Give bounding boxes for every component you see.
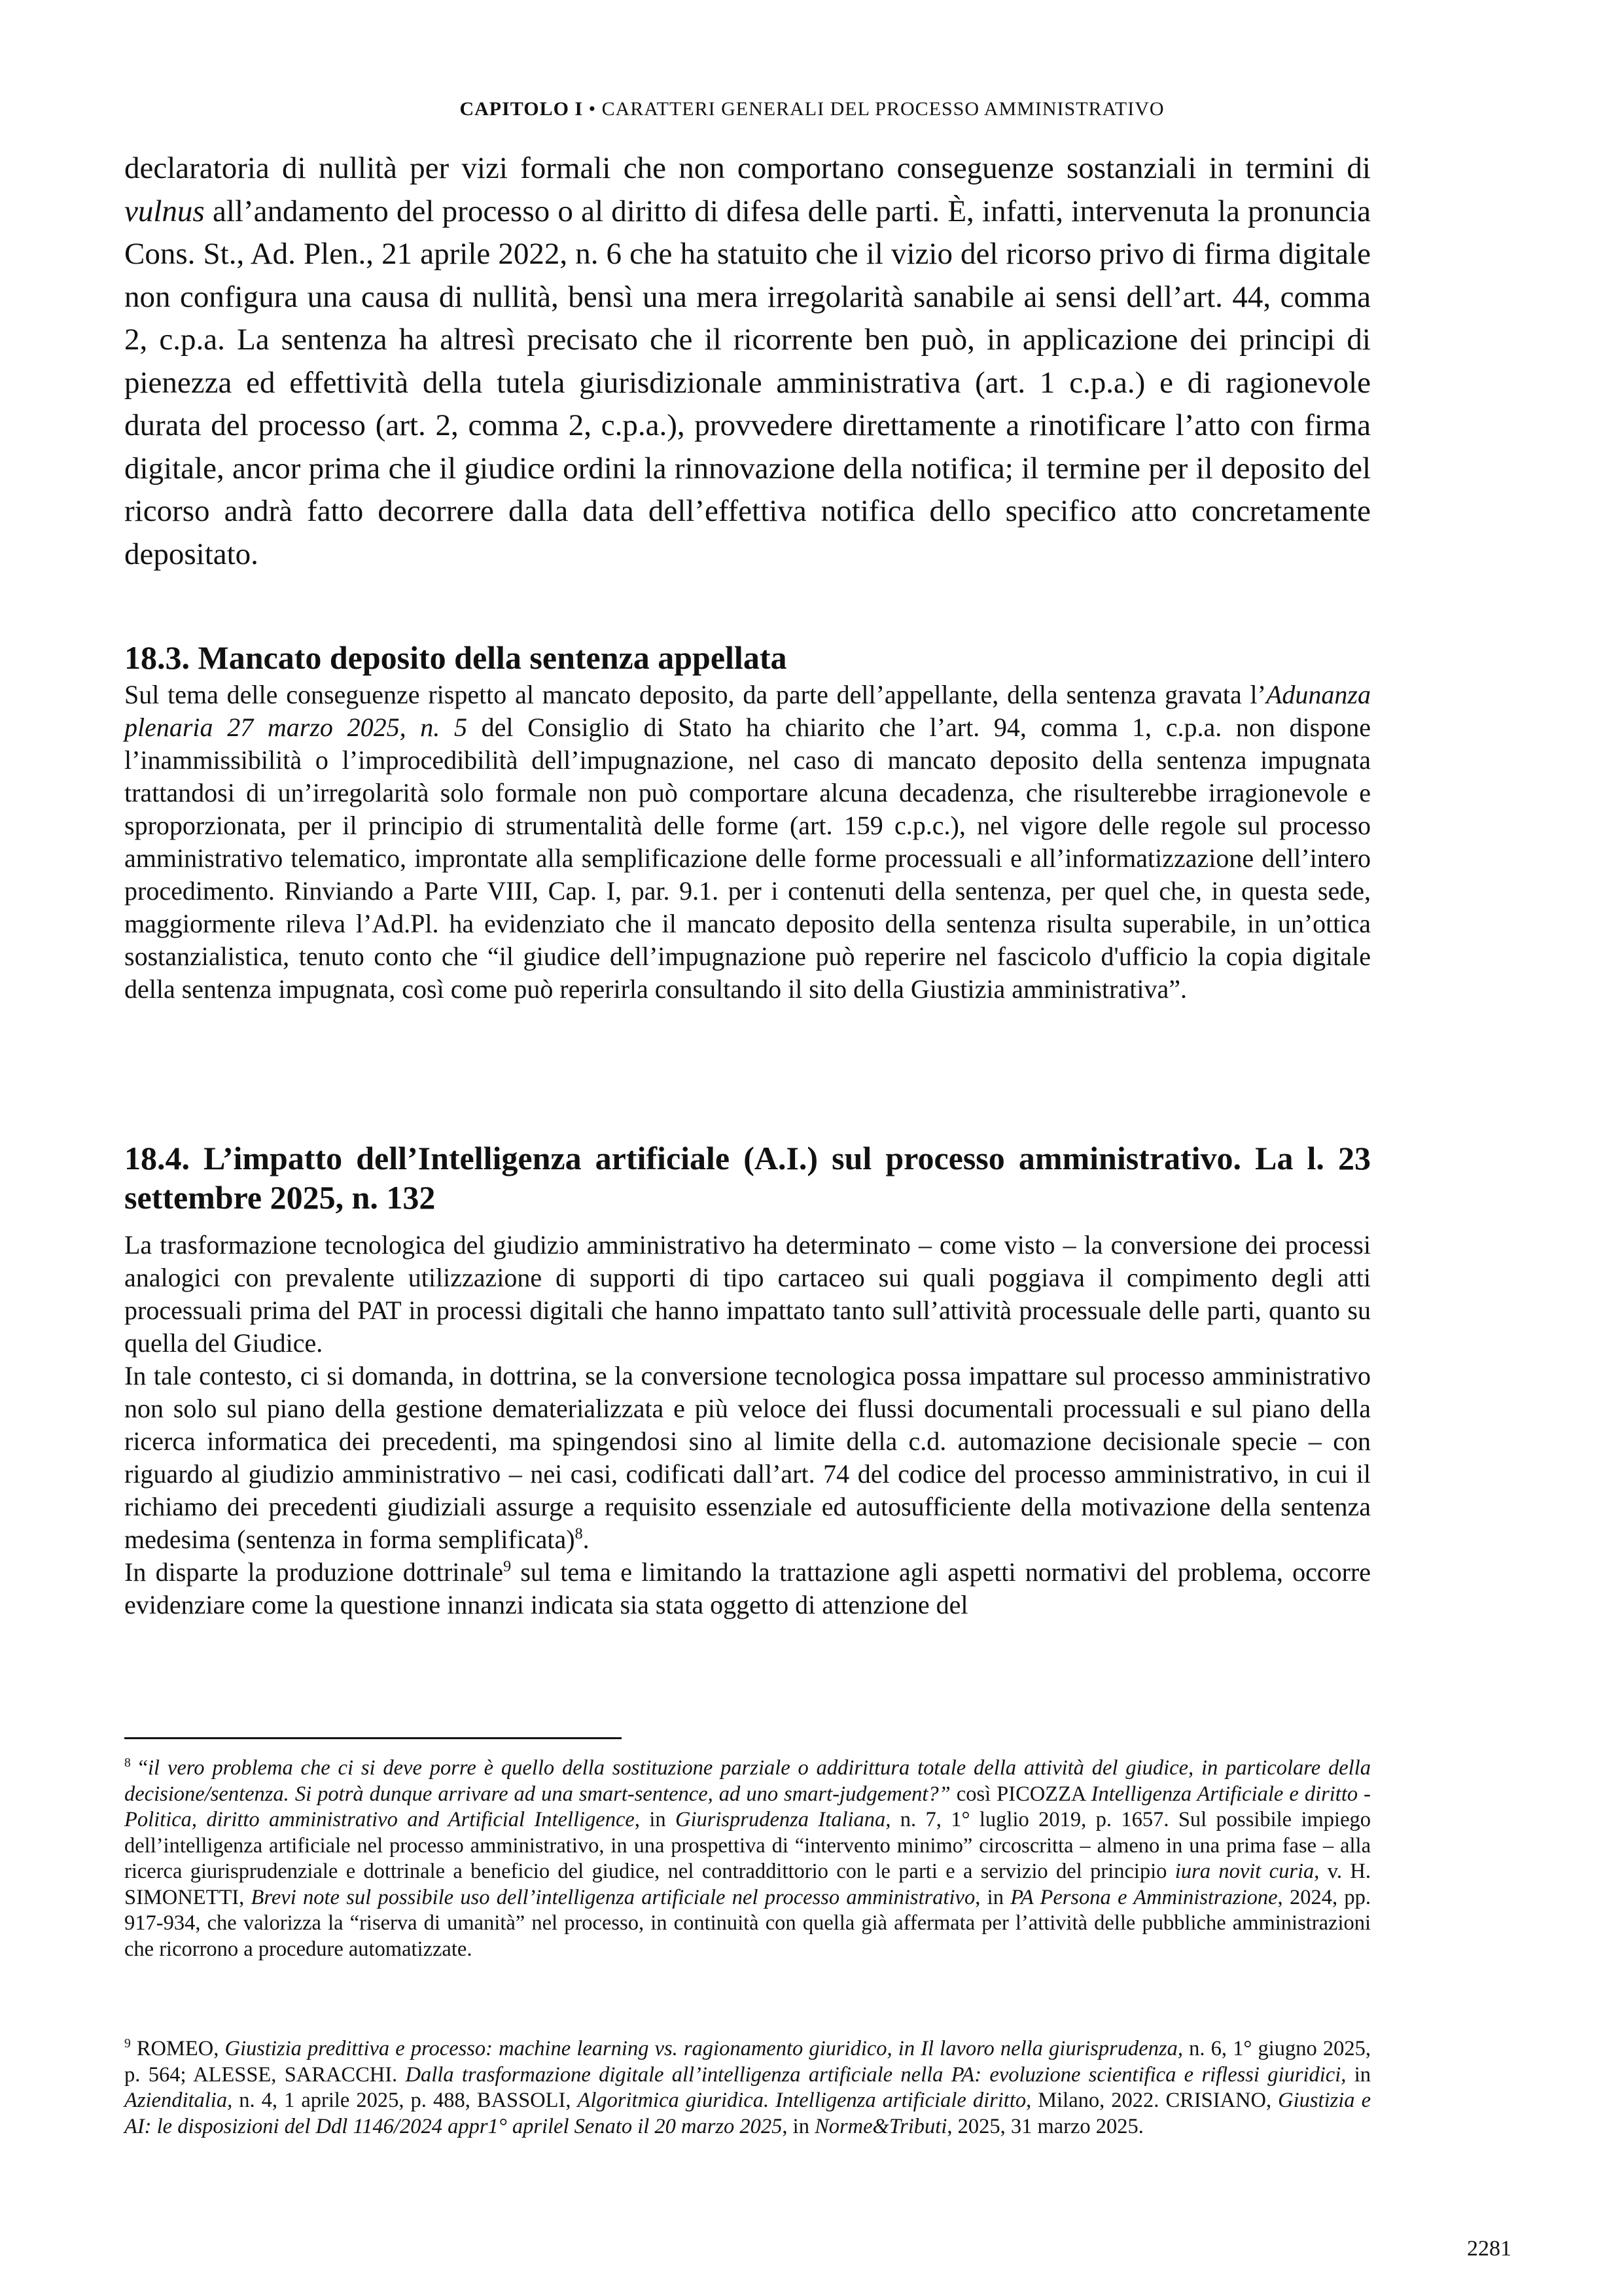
- italic-journal: Giurisprudenza Italiana: [675, 1808, 886, 1831]
- footnote-9: [124, 2036, 1371, 2140]
- italic-title: Dalla trasformazione digitale all’intelligenza artificiale nella PA: evoluzione scientifica e riflessi giuridici,: [405, 2062, 1347, 2087]
- text-run: n. 6, 1° giugno 2025, p. 564; ALESSE, SARACCHI.: [124, 2037, 1371, 2087]
- italic-title: Giustizia predittiva e processo: machine learning vs. ragionamento giuridico, in Il lavoro nella giurisprudenza,: [224, 2037, 1183, 2060]
- italic-journal: PA Persona e Amministrazione: [1010, 1885, 1278, 1909]
- text-run: , 2025, 31 marzo 2025.: [947, 2114, 1144, 2138]
- text-run: n. 4, 1 aprile 2025, p. 488, BASSOLI,: [232, 2089, 578, 2112]
- italic-title: Intelligenza Artificiale e diritto - Politica, diritto amministrativo and Artificial Intelligence: [124, 1782, 1371, 1831]
- text-run: , 2024, pp. 917-934, che valorizza la “riserva di umanità” nel processo, in continuità con quella già affermata per l’attività delle pubbliche amministrazioni che ricorrono a procedure automatizzate.: [124, 1885, 1371, 1961]
- footnote-number: 8: [124, 1756, 131, 1771]
- italic-term: vulnus: [124, 194, 205, 228]
- footnote-8: [124, 1756, 1371, 1962]
- paragraph: La trasformazione tecnologica del giudizio amministrativo ha determinato – come visto – la conversione dei processi analogici con prevalente utilizzazione di supporti di tipo cartaceo sui quali poggiava il compimento degli atti processuali prima del PAT in processi digitali che hanno impattato tanto sull’attività processuale delle parti, quanto su quella del Giudice.: [124, 1230, 1371, 1358]
- section-18-3-paragraph: [124, 679, 1371, 1006]
- section-18-4-text: [124, 1229, 1371, 1621]
- text-run: all’andamento del processo o al diritto di difesa delle parti. È, infatti, intervenuta la pronuncia Cons. St., Ad. Plen., 21 aprile 2022, n. 6 che ha statuito che il vizio del ricorso privo di firma digitale non configura una causa di nullità, bensì una mera irregolarità sanabile ai sensi dell’art. 44, comma 2, c.p.a. La sentenza ha altresì precisato che il ricorrente ben può, in applicazione dei principi di pienezza ed effettività della tutela giurisdizionale amministrativa (art. 1 c.p.a.) e di ragionevole durata del processo (art. 2, comma 2, c.p.a.), provvedere direttamente a rinotificare l’atto con firma digitale, ancor prima che il giudice ordini la rinnovazione della notifica; il termine per il deposito del ricorso andrà fatto decorrere dalla data dell’effettiva notifica dello specifico atto concretamente depositato.: [124, 194, 1371, 571]
- italic-citation: Adunanza plenaria 27 marzo 2025, n. 5: [124, 680, 1371, 742]
- text-run: In disparte la produzione dottrinale: [124, 1557, 504, 1587]
- text-run: così PICOZZA: [950, 1782, 1091, 1806]
- text-run: , n. 7, 1° luglio 2019, p. 1657. Sul possibile impiego dell’intelligenza artificiale nel processo amministrativo, in una prospettiva di “intervento minimo” circoscritta – almeno in una prima fase – alla ricerca giurisprudenziale e dottrinale a beneficio del giudice, nel contraddittorio con le parti e a servizio del principio: [124, 1808, 1371, 1883]
- italic-title: Giustizia e AI: le disposizioni del Ddl 1146/2024 appr1° aprilel Senato il 20 marzo 2025: [124, 2089, 1371, 2138]
- italic-title: Algoritmica giuridica. Intelligenza artificiale diritto: [577, 2089, 1027, 2112]
- page-number: 2281: [1467, 2236, 1511, 2261]
- text-run: , v. H. SIMONETTI,: [124, 1860, 1371, 1909]
- italic-term: iura novit curia: [1174, 1860, 1315, 1883]
- text-run: sul tema e limitando la trattazione agli aspetti normativi del problema, occorre evidenziare come la questione innanzi indicata sia stata oggetto di attenzione del: [124, 1557, 1371, 1619]
- paragraph: [124, 1556, 1371, 1621]
- section-heading-18-4: 18.4. L’impatto dell’Intelligenza artificiale (A.I.) sul processo amministrativo. La l. 23 settembre 2025, n. 132: [124, 1140, 1371, 1216]
- text-run: declaratoria di nullità per vizi formali che non comportano conseguenze sostanziali in termini di: [124, 151, 1371, 185]
- text-run: in: [1346, 2062, 1371, 2087]
- text-run: del Consiglio di Stato ha chiarito che l’art. 94, comma 1, c.p.a. non dispone l’inammissibilità o l’improcedibilità dell’impugnazione, nel caso di mancato deposito della sentenza impugnata trattandosi di un’irregolarità solo formale non può comportare alcuna decadenza, che risulterebbe irragionevole e sproporzionata, per il principio di strumentalità delle forme (art. 159 c.p.c.), nel vigore delle regole sul processo amministrativo telematico, improntate alla semplificazione delle forme processuali e all’informatizzazione dell’intero procedimento. Rinviando a Parte VIII, Cap. I, par. 9.1. per i contenuti della sentenza, per quel che, in questa sede, maggiormente rileva l’Ad.Pl. ha evidenziato che il mancato deposito della sentenza risulta superabile, in un’ottica sostanzialistica, tenuto conto che “il giudice dell’impugnazione può reperire nel fascicolo d'ufficio la copia digitale della sentenza impugnata, così come può reperirla consultando il sito della Giustizia amministrativa”.: [124, 713, 1371, 1004]
- paragraph: [124, 1360, 1371, 1556]
- text-run: ROMEO,: [130, 2037, 225, 2060]
- chapter-title: CARATTERI GENERALI DEL PROCESSO AMMINISTRATIVO: [601, 98, 1165, 120]
- text-run: , in: [634, 1808, 675, 1831]
- text-run: In tale contesto, ci si domanda, in dottrina, se la conversione tecnologica possa impattare sul processo amministrativo non solo sul piano della gestione dematerializzata e più veloce dei flussi documentali processuali e sul piano della ricerca informatica dei precedenti, ma spingendosi sino al limite della c.d. automazione decisionale specie – con riguardo al giudizio amministrativo – nei casi, codificati dall’art. 74 del codice del processo amministrativo, in cui il richiamo dei precedenti giudiziali assurge a requisito essenziale ed autosufficiente della motivazione della sentenza medesima (sentenza in forma semplificata): [124, 1361, 1371, 1554]
- footnote-ref-8[interactable]: 8: [574, 1525, 583, 1543]
- paragraph-continuation: [124, 147, 1371, 576]
- text-run: , in: [975, 1885, 1011, 1909]
- italic-journal: Azienditalia,: [124, 2089, 233, 2112]
- text-run: “: [130, 1756, 149, 1780]
- chapter-label: CAPITOLO I: [459, 98, 584, 120]
- footnote-divider: [124, 1737, 622, 1739]
- text-run: Sul tema delle conseguenze rispetto al mancato deposito, da parte dell’appellante, della sentenza gravata l’: [124, 680, 1266, 709]
- section-heading-18-3: 18.3. Mancato deposito della sentenza appellata: [124, 639, 787, 676]
- footnote-ref-9[interactable]: 9: [503, 1558, 512, 1576]
- italic-quote: il vero problema che ci si deve porre è quello della sostituzione parziale o addirittura totale della attività del giudice, in particolare della decisione/sentenza. Si potrà dunque arrivare ad una smart-sentence, ad uno smart-judgement?”: [124, 1756, 1371, 1806]
- text-run: , Milano, 2022. CRISIANO,: [1026, 2089, 1279, 2112]
- footnote-number: 9: [124, 2037, 131, 2051]
- italic-title: Brevi note sul possibile uso dell’intelligenza artificiale nel processo amministrativo: [251, 1885, 976, 1909]
- text-run: .: [582, 1525, 590, 1554]
- running-header: [0, 98, 1624, 120]
- text-run: , in: [782, 2114, 815, 2138]
- italic-journal: Norme&Tributi: [815, 2114, 947, 2138]
- header-separator: •: [588, 98, 597, 120]
